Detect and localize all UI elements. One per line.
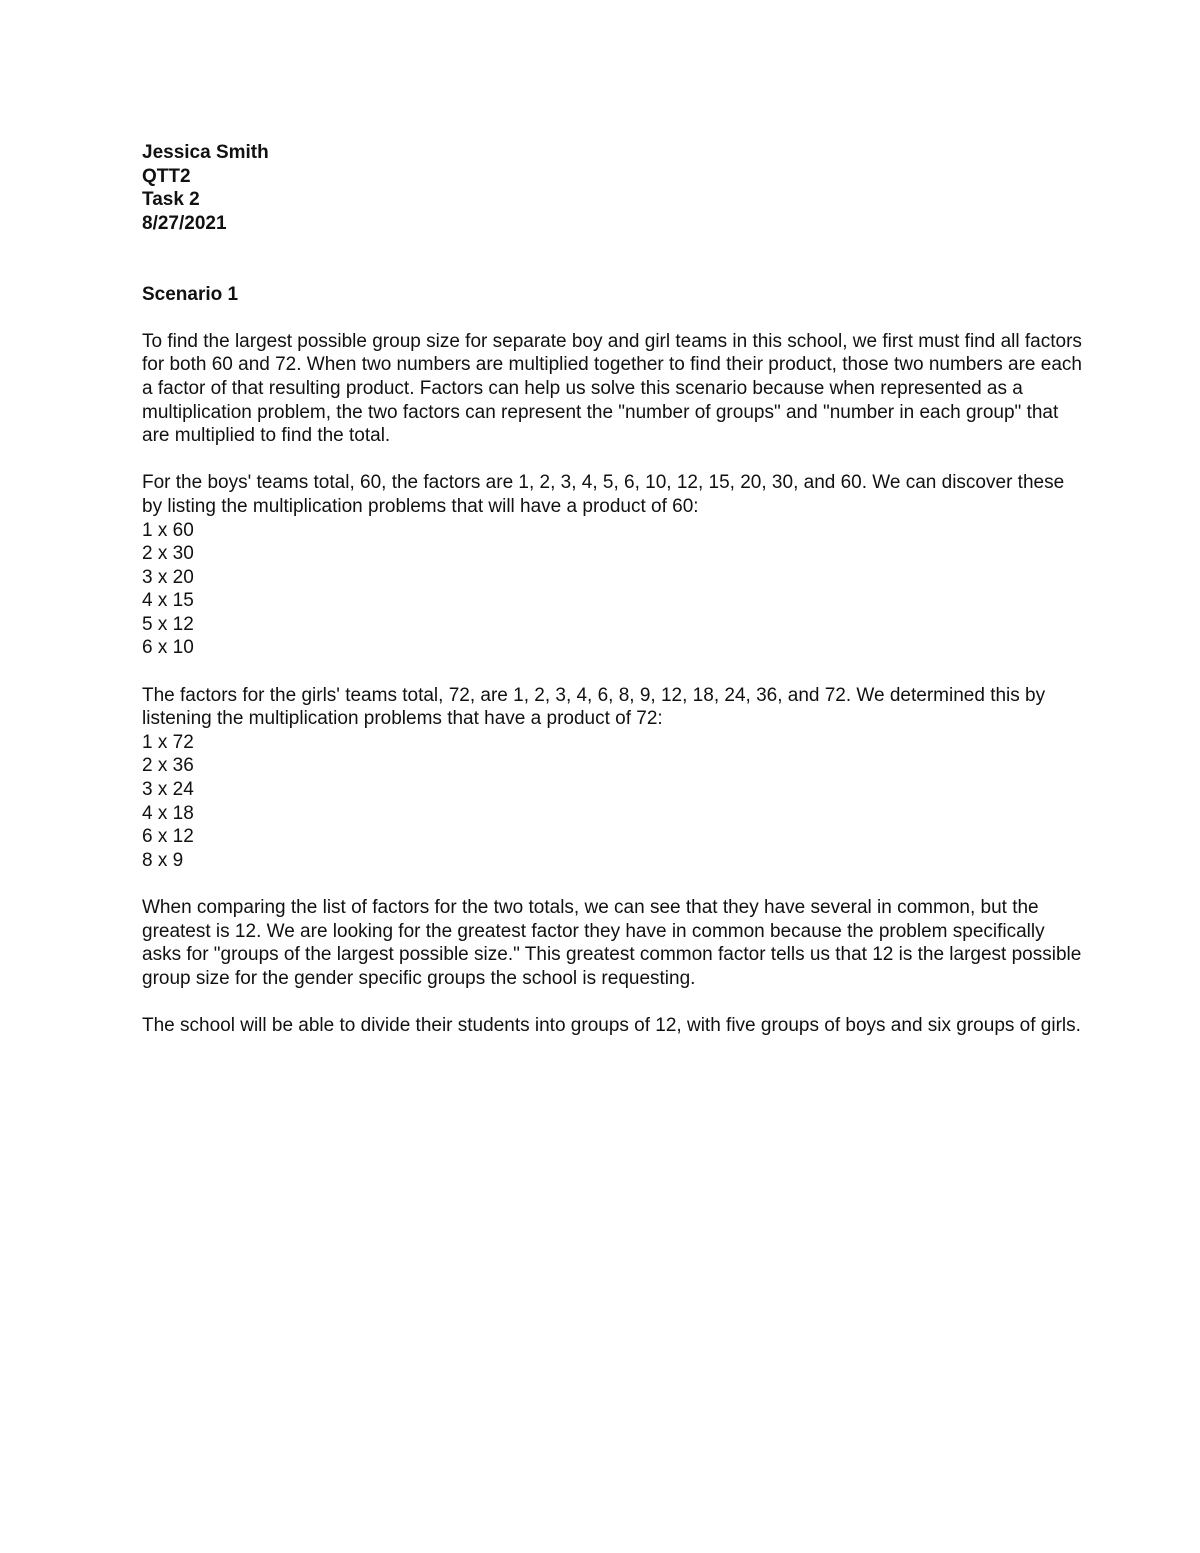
comparison-paragraph: When comparing the list of factors for the two totals, we can see that they have several in common, but the greatest is 12. We are looking for the greatest factor they have in common because the problem specifically asks for "groups of the largest possible size." This greatest common factor tells us that 12 is the largest possible group size for the gender specific groups the school is requesting.: [142, 897, 1082, 989]
list-item: 6 x 10: [142, 637, 194, 659]
list-item: 8 x 9: [142, 849, 184, 871]
list-item: 3 x 24: [142, 779, 194, 801]
spacer: [142, 990, 1082, 1014]
list-item: 3 x 20: [142, 566, 194, 588]
spacer: [142, 448, 1082, 472]
boys-products-list: [142, 519, 1082, 661]
spacer: [142, 872, 1082, 896]
girls-products-list: [142, 731, 1082, 873]
list-item: 2 x 36: [142, 755, 194, 777]
list-item: 1 x 72: [142, 731, 194, 753]
list-item: 5 x 12: [142, 613, 194, 635]
author-name: Jessica Smith: [142, 142, 269, 163]
boys-paragraph: For the boys' teams total, 60, the factors are 1, 2, 3, 4, 5, 6, 10, 12, 15, 20, 30, and 60. We can discover these by listing the multiplication problems that will have a product of 60:: [142, 472, 1065, 517]
scenario-heading: Scenario 1: [142, 283, 239, 305]
list-item: 6 x 12: [142, 826, 194, 848]
document-date: 8/27/2021: [142, 212, 227, 234]
course-code: QTT2: [142, 165, 191, 187]
task-label: Task 2: [142, 189, 200, 211]
spacer: [142, 306, 1082, 330]
list-item: 4 x 15: [142, 590, 194, 612]
list-item: 1 x 60: [142, 519, 194, 541]
girls-paragraph: The factors for the girls' teams total, 72, are 1, 2, 3, 4, 6, 8, 9, 12, 18, 24, 36, and 72. We determined this by listening the multiplication problems that have a product of 72:: [142, 684, 1046, 730]
list-item: 2 x 30: [142, 543, 194, 565]
conclusion-paragraph: The school will be able to divide their students into groups of 12, with five groups of boys and six groups of girls.: [142, 1014, 1081, 1036]
list-item: 4 x 18: [142, 802, 194, 824]
intro-paragraph: To find the largest possible group size for separate boy and girl teams in this school, we first must find all factors for both 60 and 72. When two numbers are multiplied together to find their product, those two numbers are each a factor of that resulting product. Factors can help us solve this scenario because when represented as a multiplication problem, the two factors can represent the "number of groups" and "number in each group" that are multiplied to find the total.: [142, 330, 1082, 447]
spacer: [142, 235, 1082, 282]
spacer: [142, 660, 1082, 684]
document-page: [142, 141, 1082, 1038]
